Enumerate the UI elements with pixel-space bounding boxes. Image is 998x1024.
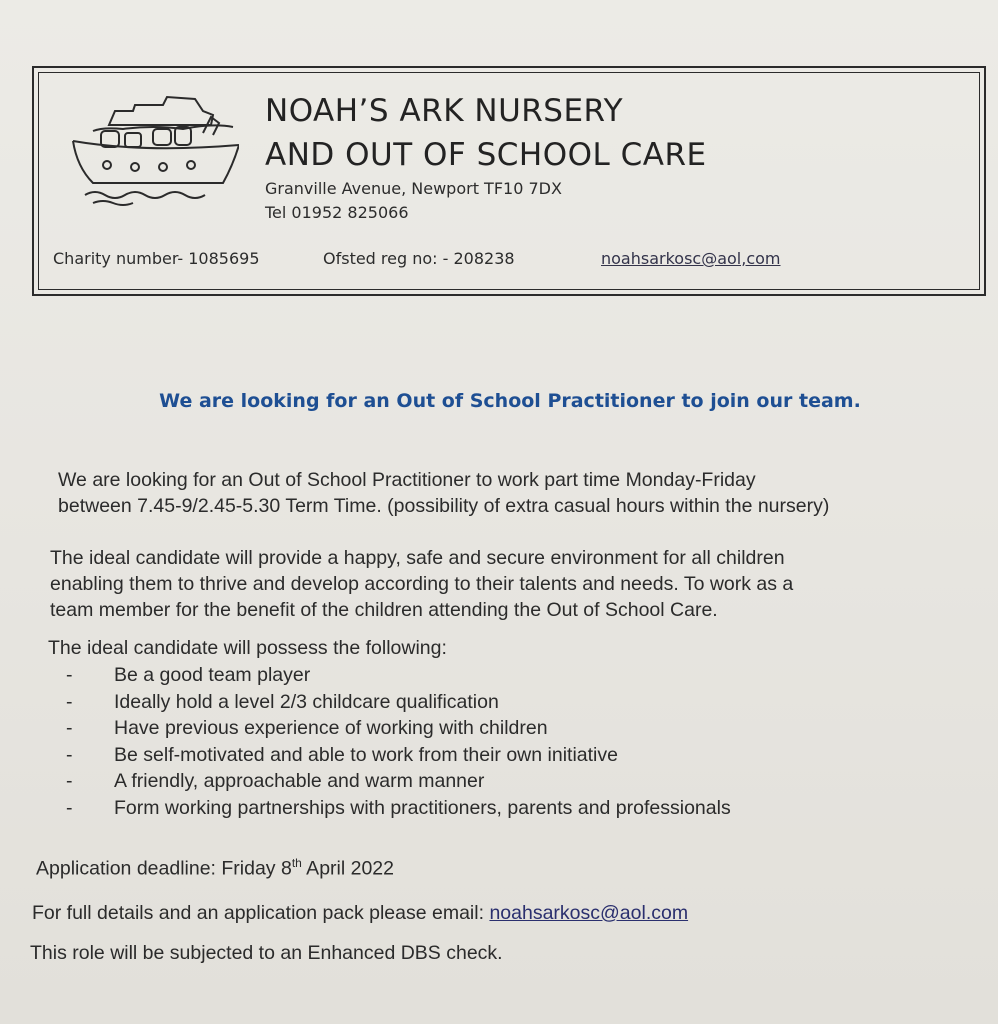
list-item [66,662,731,689]
charity-number: Charity number- 1085695 [53,249,260,268]
list-item-text: Have previous experience of working with children [114,717,548,739]
deadline-text: Application deadline: Friday 8 [36,857,292,880]
requirements-list [66,662,731,821]
paragraph-line: enabling them to thrive and develop according to their talents and needs. To work as a [50,573,794,595]
paragraph-line: The ideal candidate will provide a happy, safe and secure environment for all children [50,547,785,569]
list-item-text: Form working partnerships with practitioners, parents and professionals [114,796,731,819]
list-item [66,689,731,716]
list-item-text: A friendly, approachable and warm manner [114,770,485,792]
bullet-dash: - [66,717,73,739]
list-item [66,742,731,769]
bullet-dash: - [66,664,73,686]
nursery-name-line2: AND OUT OF SCHOOL CARE [265,137,707,173]
list-item [66,795,731,822]
contact-email-link[interactable]: noahsarkosc@aol.com [489,902,689,924]
header-email-link[interactable]: noahsarkosc@aol,com [601,249,781,268]
details-text: For full details and an application pack please email: [32,902,490,924]
list-item-text: Be self-motivated and able to work from their own initiative [114,743,618,766]
paragraph-intro [58,467,829,519]
deadline-date: April 2022 [301,857,394,880]
bullet-dash: - [66,743,73,766]
ofsted-number: Ofsted reg no: - 208238 [323,249,515,268]
noahs-ark-icon [63,87,239,207]
telephone: Tel 01952 825066 [265,203,409,222]
contact-details [32,902,688,925]
bullet-dash: - [66,770,73,792]
list-item [66,768,731,795]
address: Granville Avenue, Newport TF10 7DX [265,179,562,198]
requirements-intro: The ideal candidate will possess the following: [48,637,447,659]
paragraph-line: We are looking for an Out of School Practitioner to work part time Monday-Friday [58,469,756,491]
dbs-notice: This role will be subjected to an Enhanced DBS check. [30,942,503,964]
bullet-dash: - [66,690,73,713]
letterhead-inner-border [38,72,980,290]
nursery-name-line1: NOAH’S ARK NURSERY [265,93,624,129]
application-deadline [36,856,394,881]
paragraph-line: team member for the benefit of the children attending the Out of School Care. [50,599,718,621]
paragraph-line: between 7.45-9/2.45-5.30 Term Time. (possibility of extra casual hours within the nursery) [58,495,830,517]
paragraph-candidate [50,545,793,623]
letterhead-box [32,66,986,296]
list-item-text: Ideally hold a level 2/3 childcare qualification [114,690,499,713]
list-item [66,715,731,742]
list-item-text: Be a good team player [114,664,311,686]
job-headline: We are looking for an Out of School Practitioner to join our team. [159,390,861,412]
deadline-ordinal: th [291,856,302,870]
bullet-dash: - [66,796,73,819]
